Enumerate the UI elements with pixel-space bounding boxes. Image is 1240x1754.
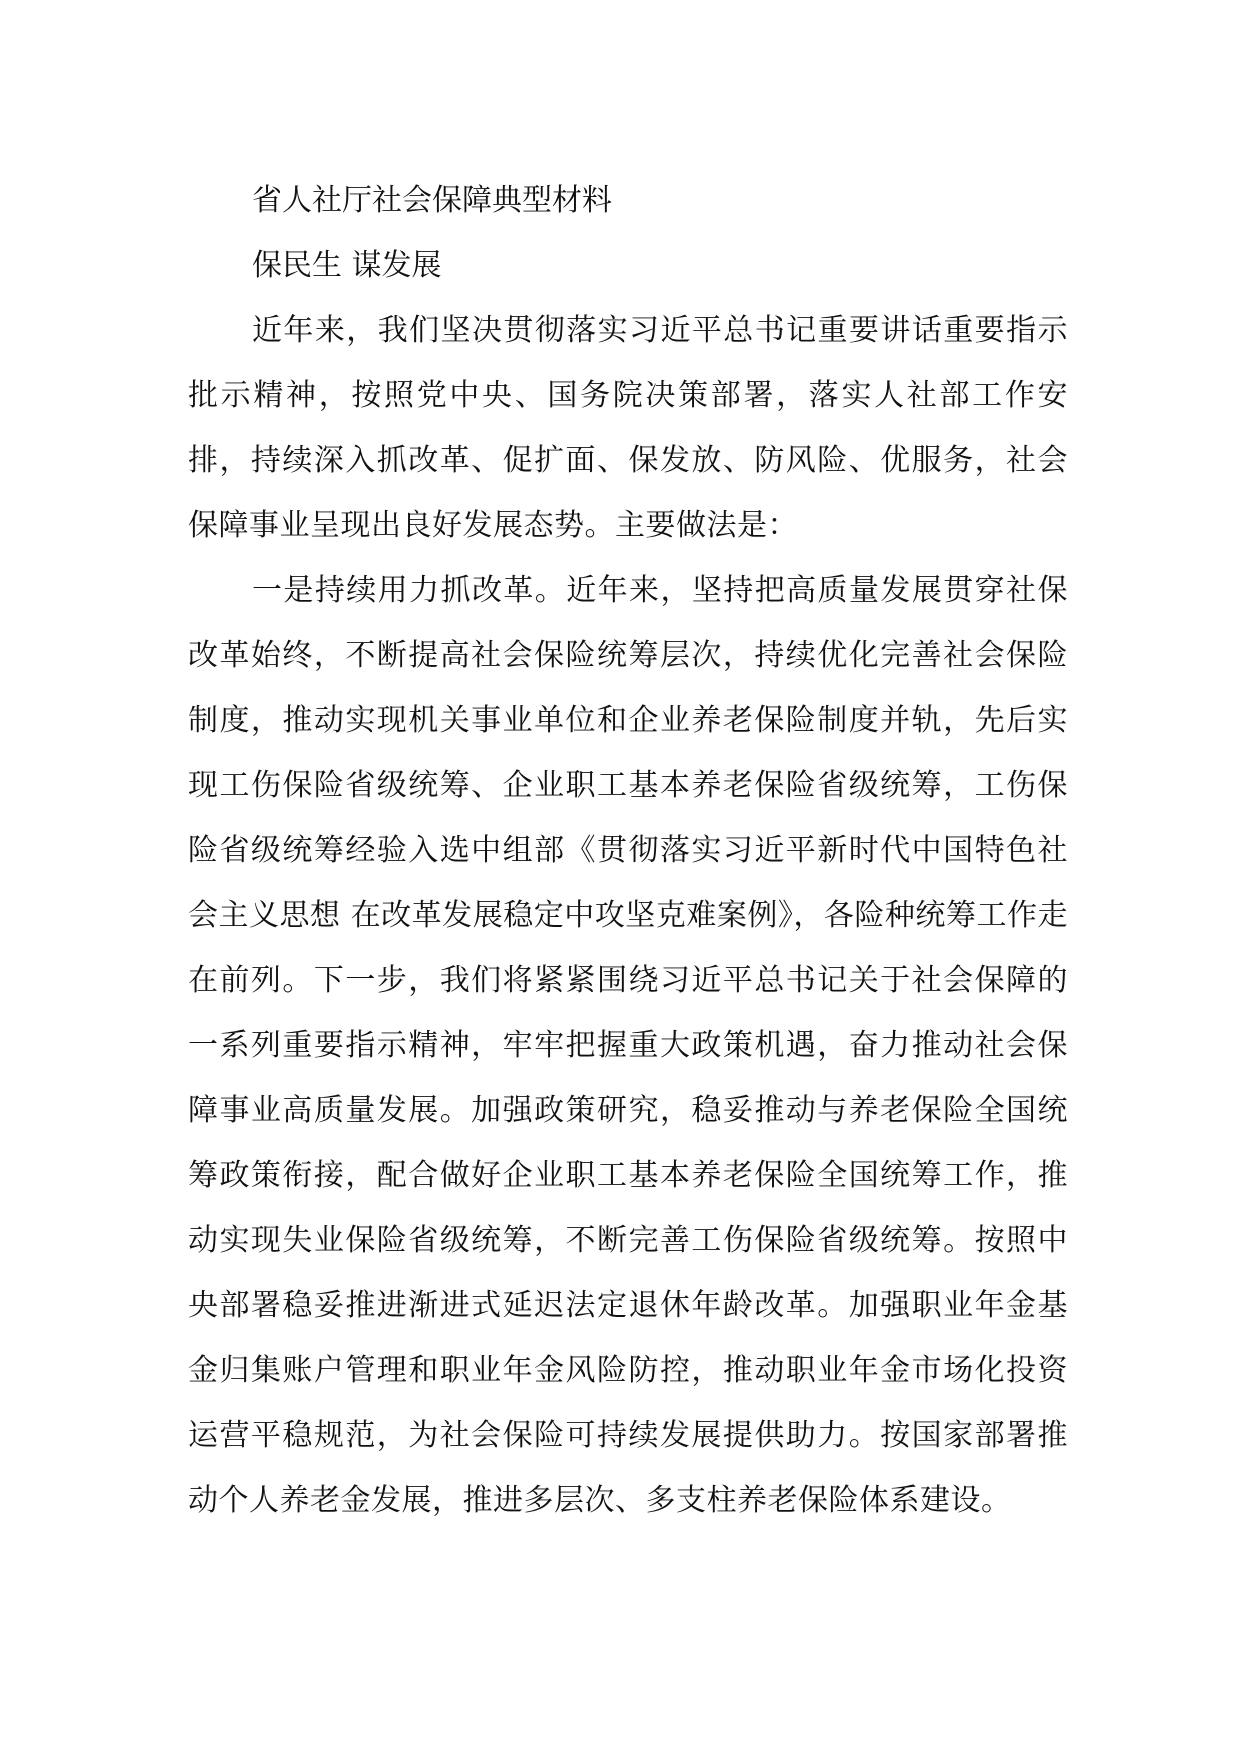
- document-subtitle: 保民生 谋发展: [252, 248, 442, 283]
- paragraph-reform: 一是持续用力抓改革。近年来，坚持把高质量发展贯穿社保改革始终，不断提高社会保险统筹层次，持续优化完善社会保险制度，推动实现机关事业单位和企业养老保险制度并轨，先后实现工伤保险省级统筹、企业职工基本养老保险省级统筹，工伤保险省级统筹经验入选中组部《贯彻落实习近平新时代中国特色社会主义思想 在改革发展稳定中攻坚克难案例》，各险种统筹工作走在前列。下一步，我们将紧紧围绕习近平总书记关于社会保障的一系列重要指示精神，牢牢把握重大政策机遇，奋力推动社会保障事业高质量发展。加强政策研究，稳妥推动与养老保险全国统筹政策衔接，配合做好企业职工基本养老保险全国统筹工作，推动实现失业保险省级统筹，不断完善工伤保险省级统筹。按照中央部署稳妥推进渐进式延迟法定退休年龄改革。加强职业年金基金归集账户管理和职业年金风险防控，推动职业年金市场化投资运营平稳规范，为社会保险可持续发展提供助力。按国家部署推动个人养老金发展，推进多层次、多支柱养老保险体系建设。: [188, 573, 1068, 1518]
- document-body: [188, 168, 1068, 1533]
- paragraph-intro: 近年来，我们坚决贯彻落实习近平总书记重要讲话重要指示批示精神，按照党中央、国务院决策部署，落实人社部工作安排，持续深入抓改革、促扩面、保发放、防风险、优服务，社会保障事业呈现出良好发展态势。主要做法是：: [188, 313, 1068, 543]
- document-title: 省人社厅社会保障典型材料: [252, 183, 612, 218]
